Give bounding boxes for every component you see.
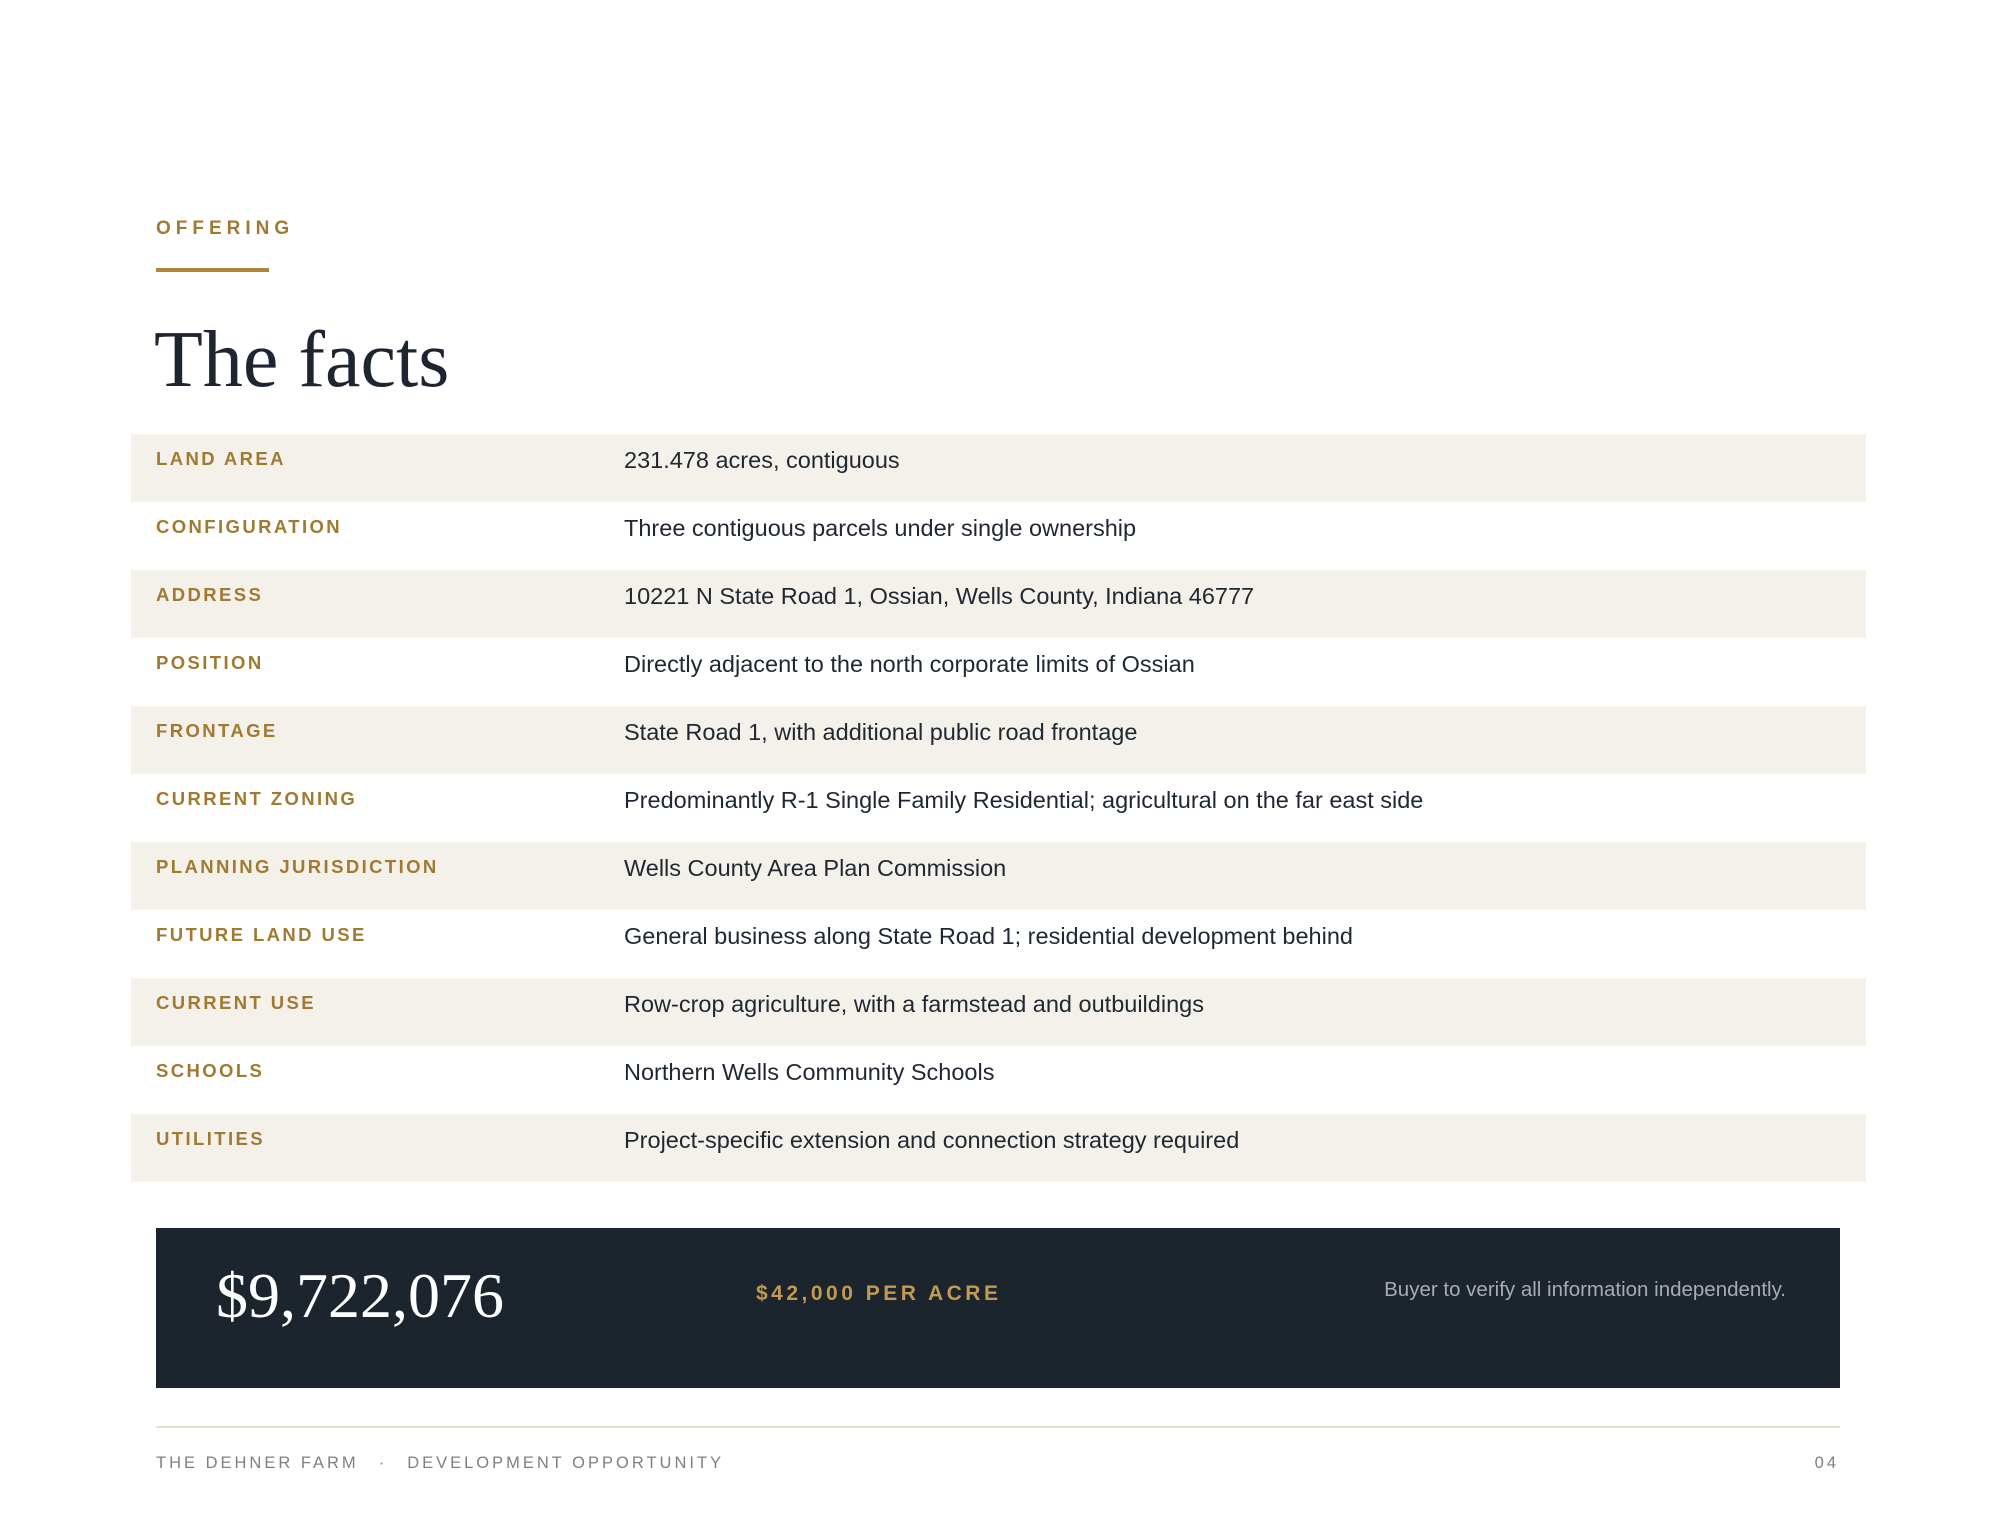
fact-label: CONFIGURATION — [156, 516, 343, 537]
fact-value: 10221 N State Road 1, Ossian, Wells County, Indiana 46777 — [624, 583, 1255, 609]
fact-row-configuration — [131, 502, 1866, 570]
section-eyebrow: OFFERING — [156, 218, 295, 239]
footer-title — [156, 1454, 724, 1473]
fact-row-position — [131, 638, 1866, 706]
fact-row-current-zoning — [131, 774, 1866, 842]
fact-label: FRONTAGE — [156, 720, 278, 741]
fact-row-utilities — [131, 1114, 1866, 1182]
total-price: $9,722,076 — [216, 1260, 504, 1331]
fact-value: Predominantly R-1 Single Family Residential; agricultural on the far east side — [624, 787, 1424, 813]
footer-separator: · — [378, 1454, 388, 1472]
fact-value: State Road 1, with additional public road frontage — [624, 719, 1138, 745]
fact-label: UTILITIES — [156, 1128, 265, 1149]
fact-value: Wells County Area Plan Commission — [624, 855, 1007, 881]
footer-divider — [156, 1426, 1840, 1428]
fact-value: General business along State Road 1; residential development behind — [624, 923, 1353, 949]
fact-row-schools — [131, 1046, 1866, 1114]
fact-label: POSITION — [156, 652, 264, 673]
fact-label: CURRENT ZONING — [156, 788, 358, 809]
fact-value: Row-crop agriculture, with a farmstead and outbuildings — [624, 991, 1204, 1017]
footer-subtitle: DEVELOPMENT OPPORTUNITY — [407, 1454, 725, 1472]
page-title: The facts — [154, 316, 450, 404]
fact-row-planning-jurisdiction — [131, 842, 1866, 910]
fact-label: CURRENT USE — [156, 992, 317, 1013]
footer-property: THE DEHNER FARM — [156, 1454, 359, 1472]
fact-label: SCHOOLS — [156, 1060, 265, 1081]
disclaimer: Buyer to verify all information independently. — [1384, 1278, 1786, 1301]
fact-value: Project-specific extension and connection strategy required — [624, 1127, 1240, 1153]
fact-label: PLANNING JURISDICTION — [156, 856, 439, 877]
fact-row-frontage — [131, 706, 1866, 774]
fact-row-future-land-use — [131, 910, 1866, 978]
fact-value: Directly adjacent to the north corporate limits of Ossian — [624, 651, 1195, 677]
price-band — [156, 1228, 1840, 1388]
fact-value: Three contiguous parcels under single ownership — [624, 515, 1137, 541]
fact-value: 231.478 acres, contiguous — [624, 447, 900, 473]
fact-row-land-area — [131, 434, 1866, 502]
facts-table — [131, 434, 1866, 1182]
eyebrow-underline — [156, 268, 269, 272]
fact-label: LAND AREA — [156, 448, 286, 469]
fact-row-current-use — [131, 978, 1866, 1046]
fact-label: FUTURE LAND USE — [156, 924, 367, 945]
fact-label: ADDRESS — [156, 584, 264, 605]
price-per-acre: $42,000 PER ACRE — [756, 1282, 1002, 1305]
fact-value: Northern Wells Community Schools — [624, 1059, 995, 1085]
page-number: 04 — [1814, 1454, 1839, 1472]
fact-row-address — [131, 570, 1866, 638]
